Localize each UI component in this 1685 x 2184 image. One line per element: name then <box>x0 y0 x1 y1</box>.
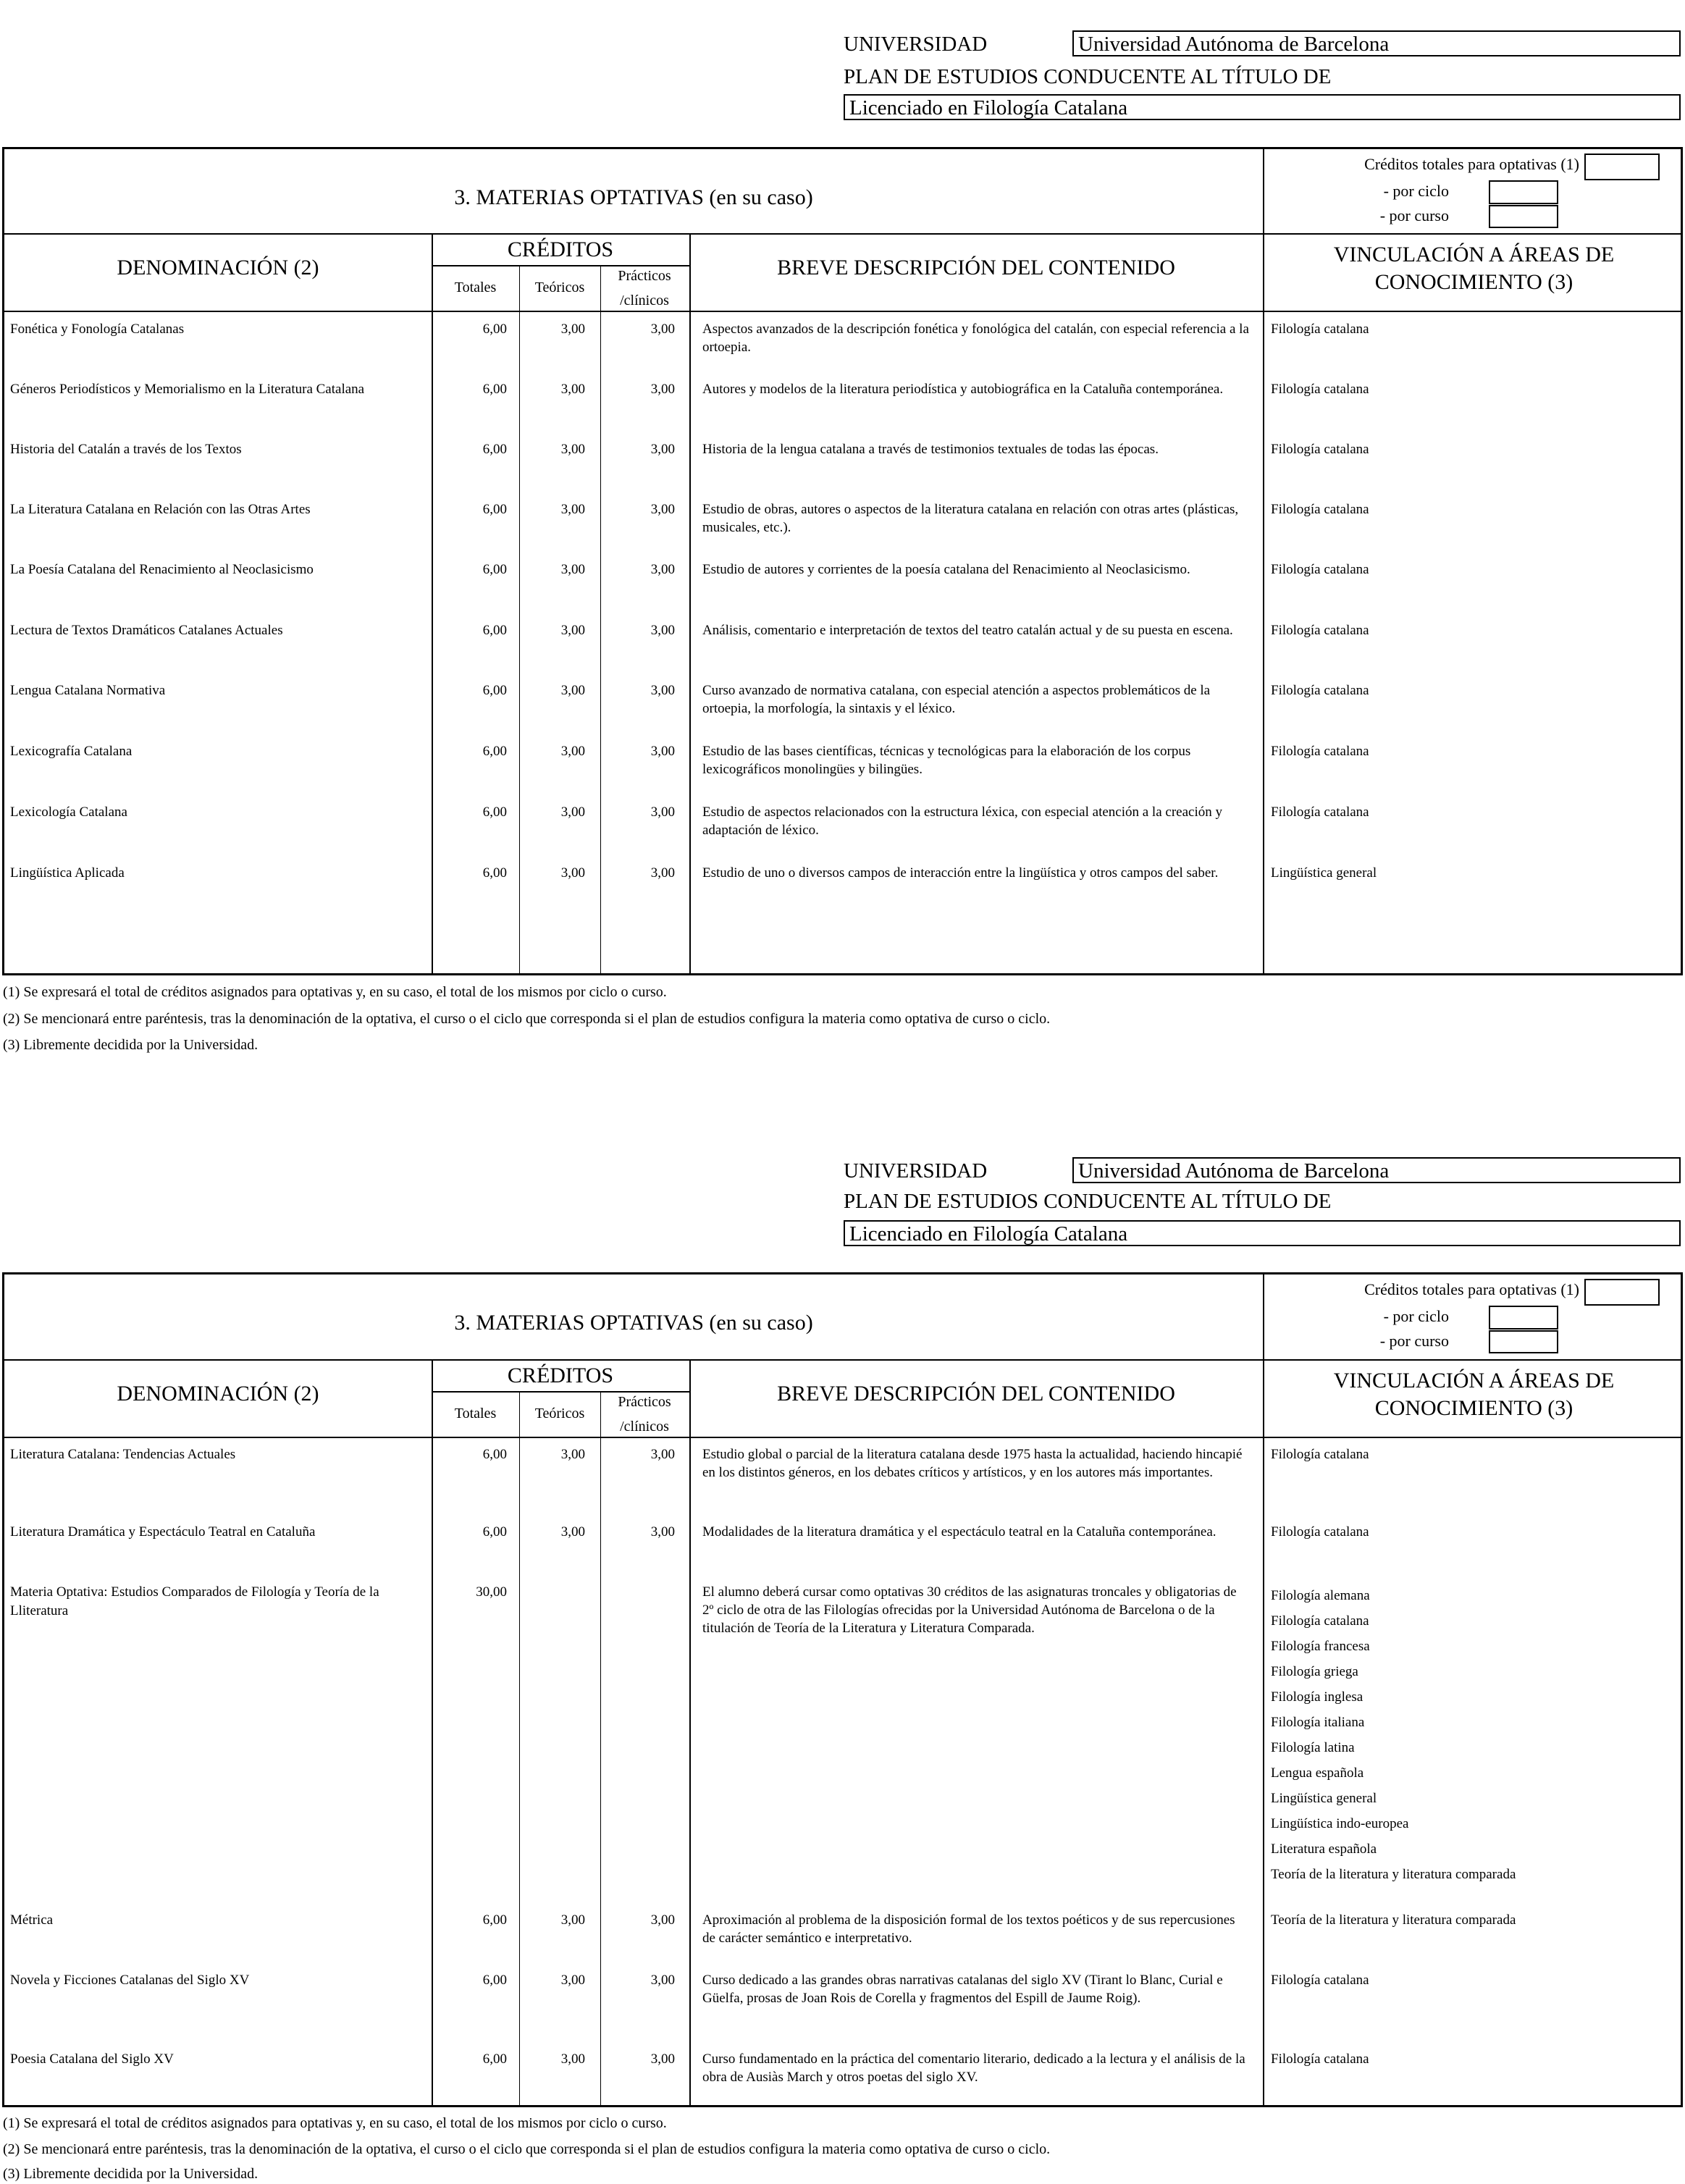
row-practicos: 3,00 <box>650 865 675 881</box>
practicos-header-1: Prácticos <box>618 1394 671 1410</box>
row-area: Filología catalana <box>1271 322 1369 337</box>
area-item: Literatura española <box>1271 1841 1377 1857</box>
optativas-table-2 <box>2 1272 1683 2107</box>
divider <box>1263 149 1264 233</box>
row-description: Estudio de las bases científicas, técnicas y tecnológicas para la elaboración de los corpus lexicográficos monolingües y bilingües. <box>702 744 1191 777</box>
row-practicos: 3,00 <box>650 502 675 517</box>
creditos-header: CRÉDITOS <box>507 1364 614 1387</box>
row-totales: 6,00 <box>482 1447 507 1462</box>
row-description: Estudio global o parcial de la literatura catalana desde 1975 hasta la actualidad, haciendo hincapié en los distintos géneros, en los debates críticos y artísticos, y en los autores más importantes. <box>702 1447 1243 1480</box>
row-teoricos: 3,00 <box>560 1447 585 1462</box>
row-description: Aproximación al problema de la disposición formal de los textos poéticos y de sus repercusiones de carácter semántico e interpretativo. <box>702 1912 1235 1946</box>
row-teoricos: 3,00 <box>560 1524 585 1540</box>
vinculacion-header-1: VINCULACIÓN A ÁREAS DE <box>1333 1369 1615 1393</box>
footnote-3: (3) Libremente decidida por la Universidad. <box>3 1037 259 1053</box>
row-teoricos: 3,00 <box>560 623 585 638</box>
row-totales: 6,00 <box>482 442 507 457</box>
row-description: Estudio de obras, autores o aspectos de la literatura catalana en relación con otras artes (plásticas, musicales, etc.). <box>702 502 1239 535</box>
row-name: Poesia Catalana del Siglo XV <box>10 2051 174 2067</box>
section-title: 3. MATERIAS OPTATIVAS (en su caso) <box>454 185 813 209</box>
row-description: Curso dedicado a las grandes obras narrativas catalanas del siglo XV (Tirant lo Blanc, Curial e Güelfa, prosas de Joan Rois de Corella y fragmentos del Espill de Jaume Roig). <box>702 1973 1223 2006</box>
row-area: Filología catalana <box>1271 1973 1369 1988</box>
row-area: Teoría de la literatura y literatura comparada <box>1271 1912 1516 1928</box>
row-teoricos: 3,00 <box>560 2051 585 2067</box>
row-totales: 6,00 <box>482 623 507 638</box>
row-description: Autores y modelos de la literatura periodística y autobiográfica en la Cataluña contemporánea. <box>702 382 1224 397</box>
row-area: Filología catalana <box>1271 623 1369 638</box>
row-name: Lexicografía Catalana <box>10 744 133 759</box>
footnote-1: (1) Se expresará el total de créditos asignados para optativas y, en su caso, el total de los mismos por ciclo o curso. <box>3 984 667 1000</box>
creditos-header: CRÉDITOS <box>507 238 614 261</box>
universidad-label: UNIVERSIDAD <box>844 1159 988 1183</box>
row-description: Curso avanzado de normativa catalana, con especial atención a aspectos problemáticos de la ortoepia, la morfología, la sintaxis y el léxico. <box>702 683 1211 716</box>
row-totales: 6,00 <box>482 502 507 517</box>
row-name: Materia Optativa: Estudios Comparados de Filología y Teoría de la Lliteratura <box>10 1584 379 1618</box>
por-ciclo-box <box>1489 1306 1558 1330</box>
row-totales: 6,00 <box>482 2051 507 2067</box>
row-teoricos: 3,00 <box>560 865 585 881</box>
row-totales: 6,00 <box>482 1973 507 1988</box>
teoricos-header: Teóricos <box>534 1406 585 1421</box>
divider <box>600 1391 601 2105</box>
row-name: Novela y Ficciones Catalanas del Siglo XV <box>10 1973 250 1988</box>
row-name: Métrica <box>10 1912 54 1928</box>
area-item: Filología catalana <box>1271 1613 1369 1629</box>
row-description: Estudio de aspectos relacionados con la estructura léxica, con especial atención a la creación y adaptación de léxico. <box>702 805 1222 838</box>
divider <box>432 233 433 973</box>
row-area: Filología catalana <box>1271 382 1369 397</box>
row-practicos: 3,00 <box>650 744 675 759</box>
row-practicos: 3,00 <box>650 1447 675 1462</box>
divider <box>519 1391 520 2105</box>
universidad-field: Universidad Autónoma de Barcelona <box>1072 30 1681 56</box>
descripcion-header: BREVE DESCRIPCIÓN DEL CONTENIDO <box>777 1382 1175 1406</box>
row-practicos: 3,00 <box>650 1973 675 1988</box>
row-totales: 6,00 <box>482 805 507 820</box>
row-name: La Poesía Catalana del Renacimiento al Neoclasicismo <box>10 562 314 577</box>
area-item: Filología inglesa <box>1271 1689 1363 1705</box>
row-practicos: 3,00 <box>650 683 675 698</box>
area-item: Lingüística indo-europea <box>1271 1816 1409 1831</box>
area-item: Lengua española <box>1271 1765 1364 1781</box>
row-description: El alumno deberá cursar como optativas 30 créditos de las asignaturas troncales y obligatorias de 2º ciclo de otra de las Filologías ofrecidas por la Universidad Autónoma de Barcelona o de la titulación de Teoría de la Literatura y Literatura Comparada. <box>702 1584 1237 1636</box>
row-area-list <box>1271 1583 1680 1887</box>
divider <box>689 1359 691 2105</box>
row-description: Modalidades de la literatura dramática y el espectáculo teatral en la Cataluña contemporánea. <box>702 1524 1217 1540</box>
row-teoricos: 3,00 <box>560 744 585 759</box>
por-curso-label: - por curso <box>1379 1332 1449 1350</box>
row-area: Filología catalana <box>1271 1447 1369 1462</box>
area-item: Filología alemana <box>1271 1588 1370 1603</box>
row-area: Lingüística general <box>1271 865 1377 881</box>
por-ciclo-label: - por ciclo <box>1383 1307 1449 1325</box>
vinculacion-header-1: VINCULACIÓN A ÁREAS DE <box>1333 243 1615 266</box>
creditos-totales-label: Créditos totales para optativas (1) <box>1364 1280 1579 1298</box>
footnote-2: (2) Se mencionará entre paréntesis, tras la denominación de la optativa, el curso o el ciclo que corresponda si el plan de estudios configura la materia como optativa de curso o ciclo. <box>3 2141 1051 2157</box>
por-ciclo-box <box>1489 180 1558 204</box>
por-curso-label: - por curso <box>1379 206 1449 224</box>
row-teoricos: 3,00 <box>560 683 585 698</box>
footnote-1: (1) Se expresará el total de créditos asignados para optativas y, en su caso, el total de los mismos por ciclo o curso. <box>3 2115 667 2131</box>
por-curso-box <box>1489 205 1558 228</box>
row-totales: 6,00 <box>482 744 507 759</box>
divider <box>432 1359 433 2105</box>
row-area: Filología catalana <box>1271 744 1369 759</box>
row-practicos: 3,00 <box>650 2051 675 2067</box>
row-name: Fonética y Fonología Catalanas <box>10 322 185 337</box>
section-title: 3. MATERIAS OPTATIVAS (en su caso) <box>454 1311 813 1335</box>
divider <box>689 233 691 973</box>
universidad-field: Universidad Autónoma de Barcelona <box>1072 1157 1681 1183</box>
row-description: Análisis, comentario e interpretación de textos del teatro catalán actual y de su puesta en escena. <box>702 623 1233 638</box>
row-totales: 6,00 <box>482 322 507 337</box>
row-practicos: 3,00 <box>650 805 675 820</box>
row-name: Historia del Catalán a través de los Textos <box>10 442 242 457</box>
vinculacion-header-2: CONOCIMIENTO (3) <box>1374 270 1573 294</box>
area-item: Filología italiana <box>1271 1715 1365 1730</box>
vinculacion-header-2: CONOCIMIENTO (3) <box>1374 1396 1573 1420</box>
universidad-label: UNIVERSIDAD <box>844 33 988 56</box>
row-teoricos: 3,00 <box>560 805 585 820</box>
area-item: Filología francesa <box>1271 1639 1370 1654</box>
divider <box>4 311 1681 312</box>
row-name: Literatura Catalana: Tendencias Actuales <box>10 1447 236 1462</box>
plan-label: PLAN DE ESTUDIOS CONDUCENTE AL TÍTULO DE <box>844 65 1332 88</box>
area-item: Filología latina <box>1271 1740 1355 1755</box>
row-totales: 6,00 <box>482 382 507 397</box>
row-teoricos: 3,00 <box>560 562 585 577</box>
row-practicos: 3,00 <box>650 562 675 577</box>
titulo-field: Licenciado en Filología Catalana <box>844 1220 1681 1246</box>
row-practicos: 3,00 <box>650 322 675 337</box>
row-area: Filología catalana <box>1271 562 1369 577</box>
row-description: Historia de la lengua catalana a través de testimonios textuales de todas las épocas. <box>702 442 1159 457</box>
area-item: Teoría de la literatura y literatura comparada <box>1271 1867 1516 1882</box>
denominacion-header: DENOMINACIÓN (2) <box>117 256 319 280</box>
totales-header: Totales <box>454 1406 497 1421</box>
row-area: Filología catalana <box>1271 442 1369 457</box>
row-name: Lingüística Aplicada <box>10 865 125 881</box>
plan-label: PLAN DE ESTUDIOS CONDUCENTE AL TÍTULO DE <box>844 1190 1332 1213</box>
descripcion-header: BREVE DESCRIPCIÓN DEL CONTENIDO <box>777 256 1175 280</box>
divider <box>4 1437 1681 1438</box>
area-item: Filología griega <box>1271 1664 1358 1679</box>
row-name: La Literatura Catalana en Relación con las Otras Artes <box>10 502 311 517</box>
row-practicos: 3,00 <box>650 1912 675 1928</box>
creditos-totales-label: Créditos totales para optativas (1) <box>1364 155 1579 173</box>
titulo-field: Licenciado en Filología Catalana <box>844 94 1681 120</box>
row-totales: 30,00 <box>476 1584 507 1600</box>
teoricos-header: Teóricos <box>534 280 585 295</box>
row-teoricos: 3,00 <box>560 1973 585 1988</box>
row-description: Estudio de autores y corrientes de la poesía catalana del Renacimiento al Neoclasicismo. <box>702 562 1190 577</box>
row-totales: 6,00 <box>482 562 507 577</box>
row-name: Lexicología Catalana <box>10 805 127 820</box>
row-description: Aspectos avanzados de la descripción fonética y fonológica del catalán, con especial referencia a la ortoepia. <box>702 322 1249 355</box>
denominacion-header: DENOMINACIÓN (2) <box>117 1382 319 1406</box>
row-description: Estudio de uno o diversos campos de interacción entre la lingüística y otros campos del saber. <box>702 865 1219 881</box>
row-totales: 6,00 <box>482 683 507 698</box>
footnote-2: (2) Se mencionará entre paréntesis, tras la denominación de la optativa, el curso o el ciclo que corresponda si el plan de estudios configura la materia como optativa de curso o ciclo. <box>3 1011 1051 1027</box>
row-teoricos: 3,00 <box>560 1912 585 1928</box>
row-area: Filología catalana <box>1271 683 1369 698</box>
row-area: Filología catalana <box>1271 1524 1369 1540</box>
row-teoricos: 3,00 <box>560 322 585 337</box>
row-practicos: 3,00 <box>650 1524 675 1540</box>
divider <box>1263 1274 1264 1359</box>
row-totales: 6,00 <box>482 1524 507 1540</box>
creditos-totales-box <box>1584 154 1660 180</box>
row-description: Curso fundamentado en la práctica del comentario literario, dedicado a la lectura y el análisis de la obra de Ausiàs March y otros poetas del siglo XV. <box>702 2051 1245 2085</box>
creditos-totales-box <box>1584 1279 1660 1306</box>
row-totales: 6,00 <box>482 1912 507 1928</box>
row-name: Lectura de Textos Dramáticos Catalanes Actuales <box>10 623 283 638</box>
row-area: Filología catalana <box>1271 805 1369 820</box>
divider <box>1263 1359 1264 2105</box>
row-name: Literatura Dramática y Espectáculo Teatral en Cataluña <box>10 1524 316 1540</box>
row-name: Lengua Catalana Normativa <box>10 683 166 698</box>
row-teoricos: 3,00 <box>560 382 585 397</box>
practicos-header-1: Prácticos <box>618 268 671 284</box>
divider <box>4 1359 1681 1361</box>
row-name: Géneros Periodísticos y Memorialismo en la Literatura Catalana <box>10 382 365 397</box>
por-curso-box <box>1489 1330 1558 1353</box>
optativas-table-1 <box>2 147 1683 975</box>
practicos-header-2: /clínicos <box>620 1419 669 1435</box>
row-practicos: 3,00 <box>650 623 675 638</box>
row-teoricos: 3,00 <box>560 442 585 457</box>
row-teoricos: 3,00 <box>560 502 585 517</box>
por-ciclo-label: - por ciclo <box>1383 182 1449 200</box>
footnote-3: (3) Libremente decidida por la Universidad. <box>3 2166 259 2182</box>
row-practicos: 3,00 <box>650 442 675 457</box>
divider <box>1263 233 1264 973</box>
totales-header: Totales <box>454 280 497 295</box>
row-area: Filología catalana <box>1271 2051 1369 2067</box>
row-practicos: 3,00 <box>650 382 675 397</box>
practicos-header-2: /clínicos <box>620 293 669 308</box>
area-item: Lingüística general <box>1271 1791 1377 1806</box>
row-totales: 6,00 <box>482 865 507 881</box>
row-area: Filología catalana <box>1271 502 1369 517</box>
divider <box>4 233 1681 235</box>
